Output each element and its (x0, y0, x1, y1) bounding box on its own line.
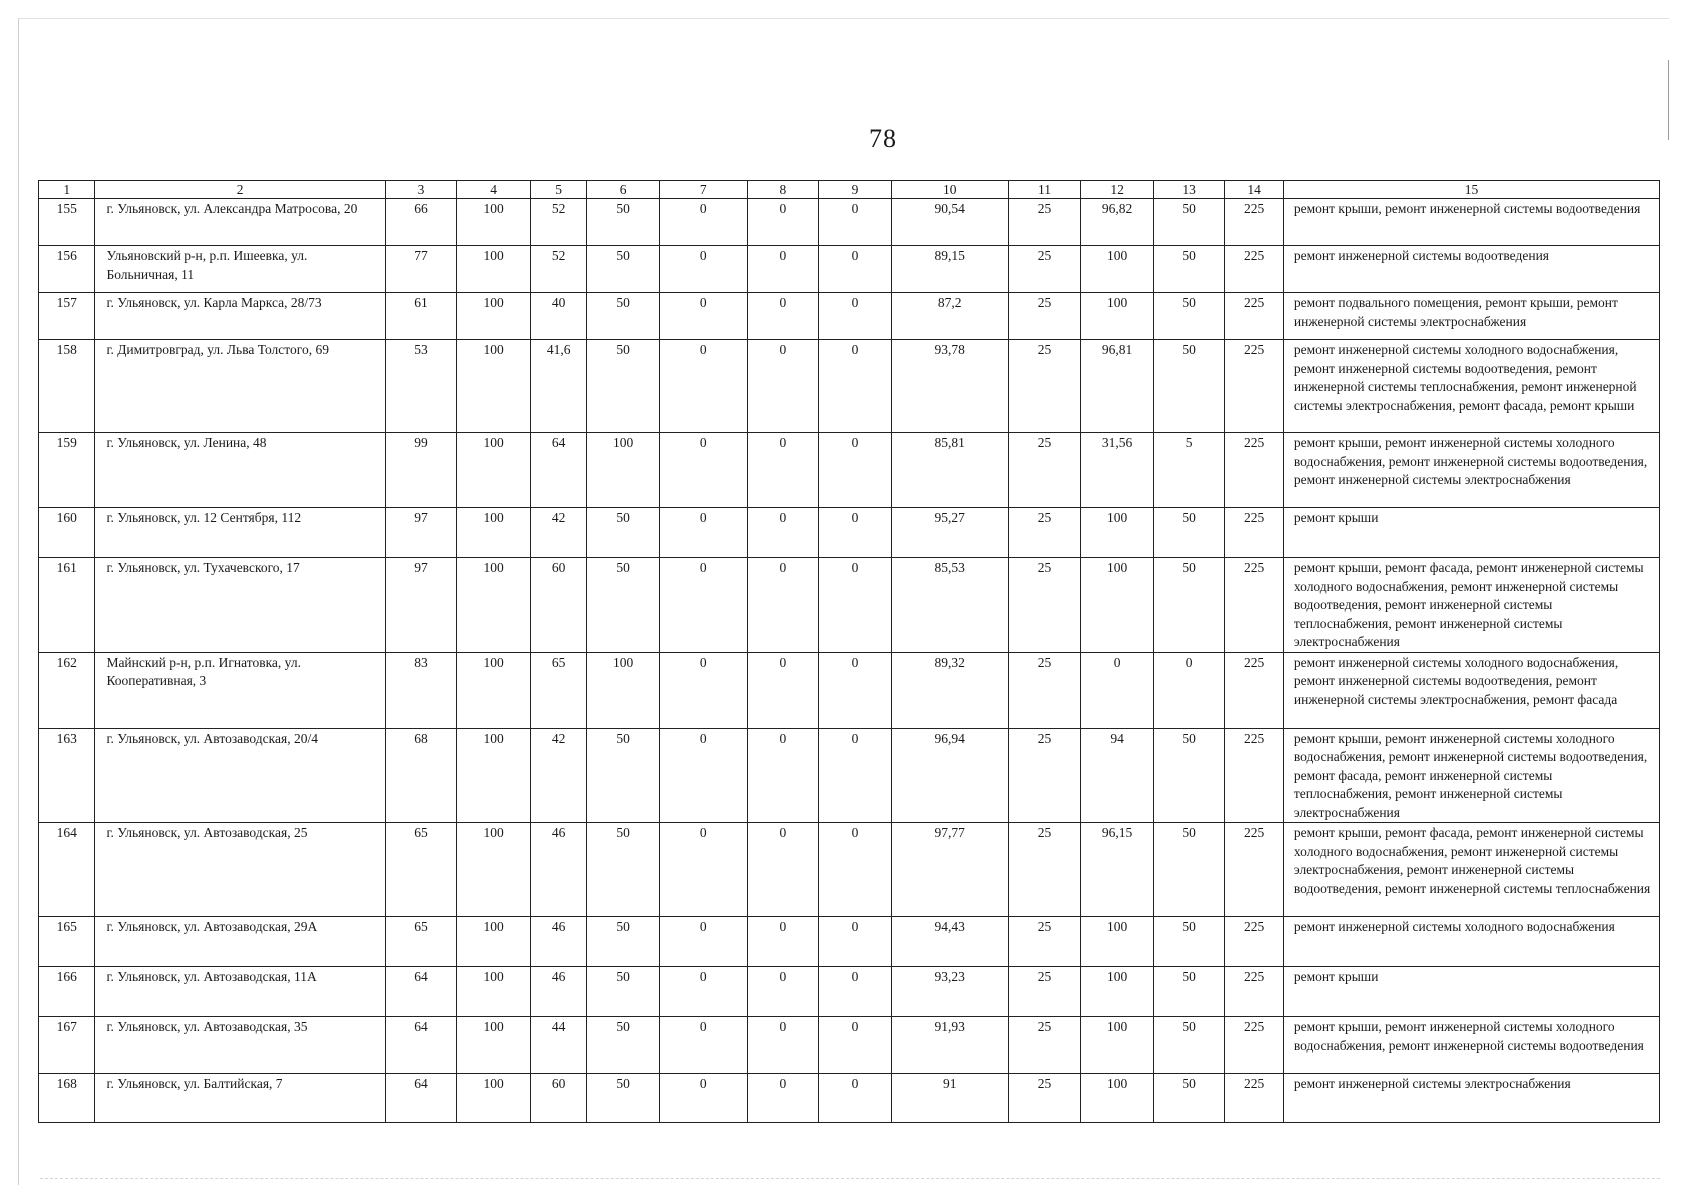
column-header: 10 (891, 181, 1008, 199)
col-10-value: 89,15 (891, 246, 1008, 293)
col-3-value: 97 (385, 558, 457, 653)
col-5-value: 65 (530, 652, 586, 728)
col-8-value: 0 (747, 558, 819, 653)
col-9-value: 0 (819, 652, 892, 728)
repair-works: ремонт крыши, ремонт инженерной системы водоотведения (1283, 199, 1659, 246)
col-4-value: 100 (457, 823, 531, 917)
col-11-value: 25 (1008, 917, 1081, 967)
column-header: 6 (587, 181, 660, 199)
col-4-value: 100 (457, 433, 531, 508)
col-6-value: 50 (587, 558, 660, 653)
row-number: 164 (39, 823, 95, 917)
repair-works: ремонт крыши, ремонт инженерной системы холодного водоснабжения, ремонт инженерной системы водоотведения (1283, 1017, 1659, 1074)
row-number: 162 (39, 652, 95, 728)
col-10-value: 94,43 (891, 917, 1008, 967)
table-row (39, 340, 1660, 433)
col-3-value: 97 (385, 508, 457, 558)
row-number: 156 (39, 246, 95, 293)
address: г. Ульяновск, ул. Автозаводская, 20/4 (95, 728, 385, 823)
table-row (39, 728, 1660, 823)
table-row (39, 1074, 1660, 1123)
col-8-value: 0 (747, 917, 819, 967)
col-7-value: 0 (659, 728, 747, 823)
col-8-value: 0 (747, 433, 819, 508)
col-3-value: 99 (385, 433, 457, 508)
col-12-value: 31,56 (1081, 433, 1154, 508)
row-number: 163 (39, 728, 95, 823)
col-6-value: 100 (587, 652, 660, 728)
col-14-value: 225 (1225, 917, 1283, 967)
col-6-value: 50 (587, 823, 660, 917)
col-14-value: 225 (1225, 728, 1283, 823)
repair-works: ремонт инженерной системы холодного водоснабжения, ремонт инженерной системы водоотведения, ремонт инженерной системы теплоснабжения, ремонт инженерной системы электроснабжения, ремонт фасада, ремонт крыши (1283, 340, 1659, 433)
row-number: 161 (39, 558, 95, 653)
col-4-value: 100 (457, 558, 531, 653)
col-12-value: 96,81 (1081, 340, 1154, 433)
col-3-value: 61 (385, 293, 457, 340)
column-header: 13 (1153, 181, 1225, 199)
table-body (39, 199, 1660, 1123)
column-header: 5 (530, 181, 586, 199)
page-number: 78 (869, 124, 897, 153)
col-3-value: 64 (385, 967, 457, 1017)
col-9-value: 0 (819, 508, 892, 558)
address: г. Ульяновск, ул. Автозаводская, 29А (95, 917, 385, 967)
col-6-value: 50 (587, 508, 660, 558)
col-8-value: 0 (747, 340, 819, 433)
col-9-value: 0 (819, 199, 892, 246)
col-10-value: 89,32 (891, 652, 1008, 728)
col-5-value: 46 (530, 823, 586, 917)
housing-repair-table (38, 180, 1660, 1123)
col-7-value: 0 (659, 823, 747, 917)
col-10-value: 95,27 (891, 508, 1008, 558)
col-13-value: 5 (1153, 433, 1225, 508)
row-number: 159 (39, 433, 95, 508)
col-7-value: 0 (659, 1074, 747, 1123)
repair-works: ремонт крыши, ремонт инженерной системы холодного водоснабжения, ремонт инженерной системы водоотведения, ремонт инженерной системы электроснабжения (1283, 433, 1659, 508)
repair-works: ремонт крыши, ремонт фасада, ремонт инженерной системы холодного водоснабжения, ремонт инженерной системы электроснабжения, ремонт инженерной системы водоотведения, ремонт инженерной системы теплоснабжения (1283, 823, 1659, 917)
repair-works: ремонт крыши (1283, 967, 1659, 1017)
row-number: 158 (39, 340, 95, 433)
address: г. Ульяновск, ул. Карла Маркса, 28/73 (95, 293, 385, 340)
col-14-value: 225 (1225, 652, 1283, 728)
col-10-value: 93,78 (891, 340, 1008, 433)
address: г. Ульяновск, ул. Балтийская, 7 (95, 1074, 385, 1123)
col-3-value: 83 (385, 652, 457, 728)
col-5-value: 52 (530, 199, 586, 246)
col-10-value: 87,2 (891, 293, 1008, 340)
col-7-value: 0 (659, 1017, 747, 1074)
col-4-value: 100 (457, 1017, 531, 1074)
col-5-value: 46 (530, 917, 586, 967)
col-3-value: 64 (385, 1017, 457, 1074)
col-10-value: 85,81 (891, 433, 1008, 508)
col-8-value: 0 (747, 728, 819, 823)
col-13-value: 50 (1153, 1017, 1225, 1074)
col-9-value: 0 (819, 967, 892, 1017)
col-9-value: 0 (819, 433, 892, 508)
table-row (39, 199, 1660, 246)
col-7-value: 0 (659, 246, 747, 293)
address: г. Ульяновск, ул. Александра Матросова, 20 (95, 199, 385, 246)
col-13-value: 50 (1153, 823, 1225, 917)
col-9-value: 0 (819, 246, 892, 293)
col-11-value: 25 (1008, 652, 1081, 728)
col-14-value: 225 (1225, 246, 1283, 293)
column-header: 9 (819, 181, 892, 199)
col-8-value: 0 (747, 246, 819, 293)
col-13-value: 50 (1153, 293, 1225, 340)
address: г. Ульяновск, ул. Ленина, 48 (95, 433, 385, 508)
col-14-value: 225 (1225, 558, 1283, 653)
column-header: 4 (457, 181, 531, 199)
col-7-value: 0 (659, 340, 747, 433)
col-8-value: 0 (747, 199, 819, 246)
col-13-value: 50 (1153, 199, 1225, 246)
col-12-value: 100 (1081, 246, 1154, 293)
column-header: 2 (95, 181, 385, 199)
table-row (39, 967, 1660, 1017)
repair-works: ремонт инженерной системы холодного водоснабжения (1283, 917, 1659, 967)
col-5-value: 41,6 (530, 340, 586, 433)
col-12-value: 94 (1081, 728, 1154, 823)
col-4-value: 100 (457, 1074, 531, 1123)
col-9-value: 0 (819, 823, 892, 917)
col-10-value: 91,93 (891, 1017, 1008, 1074)
col-6-value: 50 (587, 246, 660, 293)
col-9-value: 0 (819, 558, 892, 653)
col-13-value: 50 (1153, 1074, 1225, 1123)
repair-works: ремонт крыши (1283, 508, 1659, 558)
col-6-value: 100 (587, 433, 660, 508)
col-13-value: 50 (1153, 558, 1225, 653)
col-4-value: 100 (457, 967, 531, 1017)
repair-works: ремонт инженерной системы холодного водоснабжения, ремонт инженерной системы водоотведения, ремонт инженерной системы электроснабжения, ремонт фасада (1283, 652, 1659, 728)
col-6-value: 50 (587, 1017, 660, 1074)
col-12-value: 96,82 (1081, 199, 1154, 246)
column-header: 1 (39, 181, 95, 199)
row-number: 155 (39, 199, 95, 246)
table-row (39, 1017, 1660, 1074)
col-14-value: 225 (1225, 340, 1283, 433)
col-11-value: 25 (1008, 246, 1081, 293)
col-13-value: 50 (1153, 246, 1225, 293)
col-14-value: 225 (1225, 199, 1283, 246)
column-header: 3 (385, 181, 457, 199)
col-14-value: 225 (1225, 967, 1283, 1017)
col-7-value: 0 (659, 917, 747, 967)
col-12-value: 100 (1081, 558, 1154, 653)
column-header: 11 (1008, 181, 1081, 199)
col-7-value: 0 (659, 967, 747, 1017)
col-11-value: 25 (1008, 1074, 1081, 1123)
col-10-value: 85,53 (891, 558, 1008, 653)
repair-works: ремонт крыши, ремонт фасада, ремонт инженерной системы холодного водоснабжения, ремонт инженерной системы водоотведения, ремонт инженерной системы теплоснабжения, ремонт инженерной системы электроснабжения (1283, 558, 1659, 653)
address: г. Ульяновск, ул. Тухачевского, 17 (95, 558, 385, 653)
col-8-value: 0 (747, 967, 819, 1017)
col-6-value: 50 (587, 728, 660, 823)
address: г. Ульяновск, ул. 12 Сентября, 112 (95, 508, 385, 558)
col-5-value: 40 (530, 293, 586, 340)
address: г. Димитровград, ул. Льва Толстого, 69 (95, 340, 385, 433)
col-9-value: 0 (819, 293, 892, 340)
col-8-value: 0 (747, 1074, 819, 1123)
col-13-value: 50 (1153, 917, 1225, 967)
address: Майнский р-н, р.п. Игнатовка, ул. Кооперативная, 3 (95, 652, 385, 728)
col-9-value: 0 (819, 728, 892, 823)
table-row (39, 823, 1660, 917)
col-4-value: 100 (457, 340, 531, 433)
col-8-value: 0 (747, 508, 819, 558)
col-3-value: 64 (385, 1074, 457, 1123)
col-12-value: 100 (1081, 1017, 1154, 1074)
col-11-value: 25 (1008, 823, 1081, 917)
col-12-value: 100 (1081, 508, 1154, 558)
col-7-value: 0 (659, 508, 747, 558)
col-13-value: 0 (1153, 652, 1225, 728)
col-8-value: 0 (747, 652, 819, 728)
col-12-value: 100 (1081, 967, 1154, 1017)
col-11-value: 25 (1008, 508, 1081, 558)
col-10-value: 97,77 (891, 823, 1008, 917)
col-14-value: 225 (1225, 433, 1283, 508)
repair-works: ремонт инженерной системы водоотведения (1283, 246, 1659, 293)
column-header: 8 (747, 181, 819, 199)
col-5-value: 60 (530, 558, 586, 653)
col-11-value: 25 (1008, 433, 1081, 508)
table-row (39, 558, 1660, 653)
col-5-value: 52 (530, 246, 586, 293)
col-4-value: 100 (457, 728, 531, 823)
col-3-value: 66 (385, 199, 457, 246)
col-14-value: 225 (1225, 1074, 1283, 1123)
col-8-value: 0 (747, 823, 819, 917)
col-5-value: 42 (530, 728, 586, 823)
col-6-value: 50 (587, 340, 660, 433)
address: г. Ульяновск, ул. Автозаводская, 35 (95, 1017, 385, 1074)
repair-works: ремонт крыши, ремонт инженерной системы холодного водоснабжения, ремонт инженерной системы водоотведения, ремонт фасада, ремонт инженерной системы теплоснабжения, ремонт инженерной системы электроснабжения (1283, 728, 1659, 823)
col-11-value: 25 (1008, 558, 1081, 653)
col-6-value: 50 (587, 917, 660, 967)
col-4-value: 100 (457, 917, 531, 967)
col-13-value: 50 (1153, 728, 1225, 823)
col-12-value: 100 (1081, 917, 1154, 967)
col-10-value: 93,23 (891, 967, 1008, 1017)
col-11-value: 25 (1008, 293, 1081, 340)
col-4-value: 100 (457, 508, 531, 558)
table-container (38, 180, 1660, 1123)
col-5-value: 46 (530, 967, 586, 1017)
row-number: 165 (39, 917, 95, 967)
table-row (39, 652, 1660, 728)
col-14-value: 225 (1225, 293, 1283, 340)
col-4-value: 100 (457, 293, 531, 340)
repair-works: ремонт подвального помещения, ремонт крыши, ремонт инженерной системы электроснабжения (1283, 293, 1659, 340)
col-3-value: 77 (385, 246, 457, 293)
col-13-value: 50 (1153, 340, 1225, 433)
col-11-value: 25 (1008, 199, 1081, 246)
col-5-value: 64 (530, 433, 586, 508)
row-number: 166 (39, 967, 95, 1017)
table-row (39, 246, 1660, 293)
address: г. Ульяновск, ул. Автозаводская, 11А (95, 967, 385, 1017)
col-9-value: 0 (819, 1074, 892, 1123)
col-9-value: 0 (819, 917, 892, 967)
col-12-value: 100 (1081, 293, 1154, 340)
repair-works: ремонт инженерной системы электроснабжения (1283, 1074, 1659, 1123)
address: г. Ульяновск, ул. Автозаводская, 25 (95, 823, 385, 917)
col-5-value: 42 (530, 508, 586, 558)
header-row (39, 181, 1660, 199)
col-9-value: 0 (819, 340, 892, 433)
col-8-value: 0 (747, 1017, 819, 1074)
col-14-value: 225 (1225, 823, 1283, 917)
col-4-value: 100 (457, 246, 531, 293)
col-14-value: 225 (1225, 508, 1283, 558)
col-7-value: 0 (659, 433, 747, 508)
col-7-value: 0 (659, 293, 747, 340)
row-number: 160 (39, 508, 95, 558)
col-13-value: 50 (1153, 967, 1225, 1017)
col-10-value: 91 (891, 1074, 1008, 1123)
table-row (39, 917, 1660, 967)
col-3-value: 53 (385, 340, 457, 433)
col-10-value: 96,94 (891, 728, 1008, 823)
row-number: 168 (39, 1074, 95, 1123)
column-header: 15 (1283, 181, 1659, 199)
address: Ульяновский р-н, р.п. Ишеевка, ул. Больничная, 11 (95, 246, 385, 293)
row-number: 167 (39, 1017, 95, 1074)
column-header: 12 (1081, 181, 1154, 199)
col-4-value: 100 (457, 199, 531, 246)
col-12-value: 96,15 (1081, 823, 1154, 917)
col-11-value: 25 (1008, 967, 1081, 1017)
col-8-value: 0 (747, 293, 819, 340)
col-3-value: 65 (385, 917, 457, 967)
col-6-value: 50 (587, 199, 660, 246)
row-number: 157 (39, 293, 95, 340)
col-6-value: 50 (587, 293, 660, 340)
col-14-value: 225 (1225, 1017, 1283, 1074)
col-9-value: 0 (819, 1017, 892, 1074)
col-12-value: 0 (1081, 652, 1154, 728)
table-row (39, 433, 1660, 508)
col-6-value: 50 (587, 1074, 660, 1123)
col-7-value: 0 (659, 558, 747, 653)
col-11-value: 25 (1008, 1017, 1081, 1074)
col-5-value: 60 (530, 1074, 586, 1123)
col-13-value: 50 (1153, 508, 1225, 558)
col-3-value: 68 (385, 728, 457, 823)
table-row (39, 293, 1660, 340)
col-12-value: 100 (1081, 1074, 1154, 1123)
table-row (39, 508, 1660, 558)
col-7-value: 0 (659, 652, 747, 728)
col-3-value: 65 (385, 823, 457, 917)
col-6-value: 50 (587, 967, 660, 1017)
col-11-value: 25 (1008, 340, 1081, 433)
column-header: 14 (1225, 181, 1283, 199)
col-10-value: 90,54 (891, 199, 1008, 246)
column-header: 7 (659, 181, 747, 199)
col-5-value: 44 (530, 1017, 586, 1074)
scan-artifact-line (40, 1178, 1660, 1179)
col-7-value: 0 (659, 199, 747, 246)
col-4-value: 100 (457, 652, 531, 728)
col-11-value: 25 (1008, 728, 1081, 823)
